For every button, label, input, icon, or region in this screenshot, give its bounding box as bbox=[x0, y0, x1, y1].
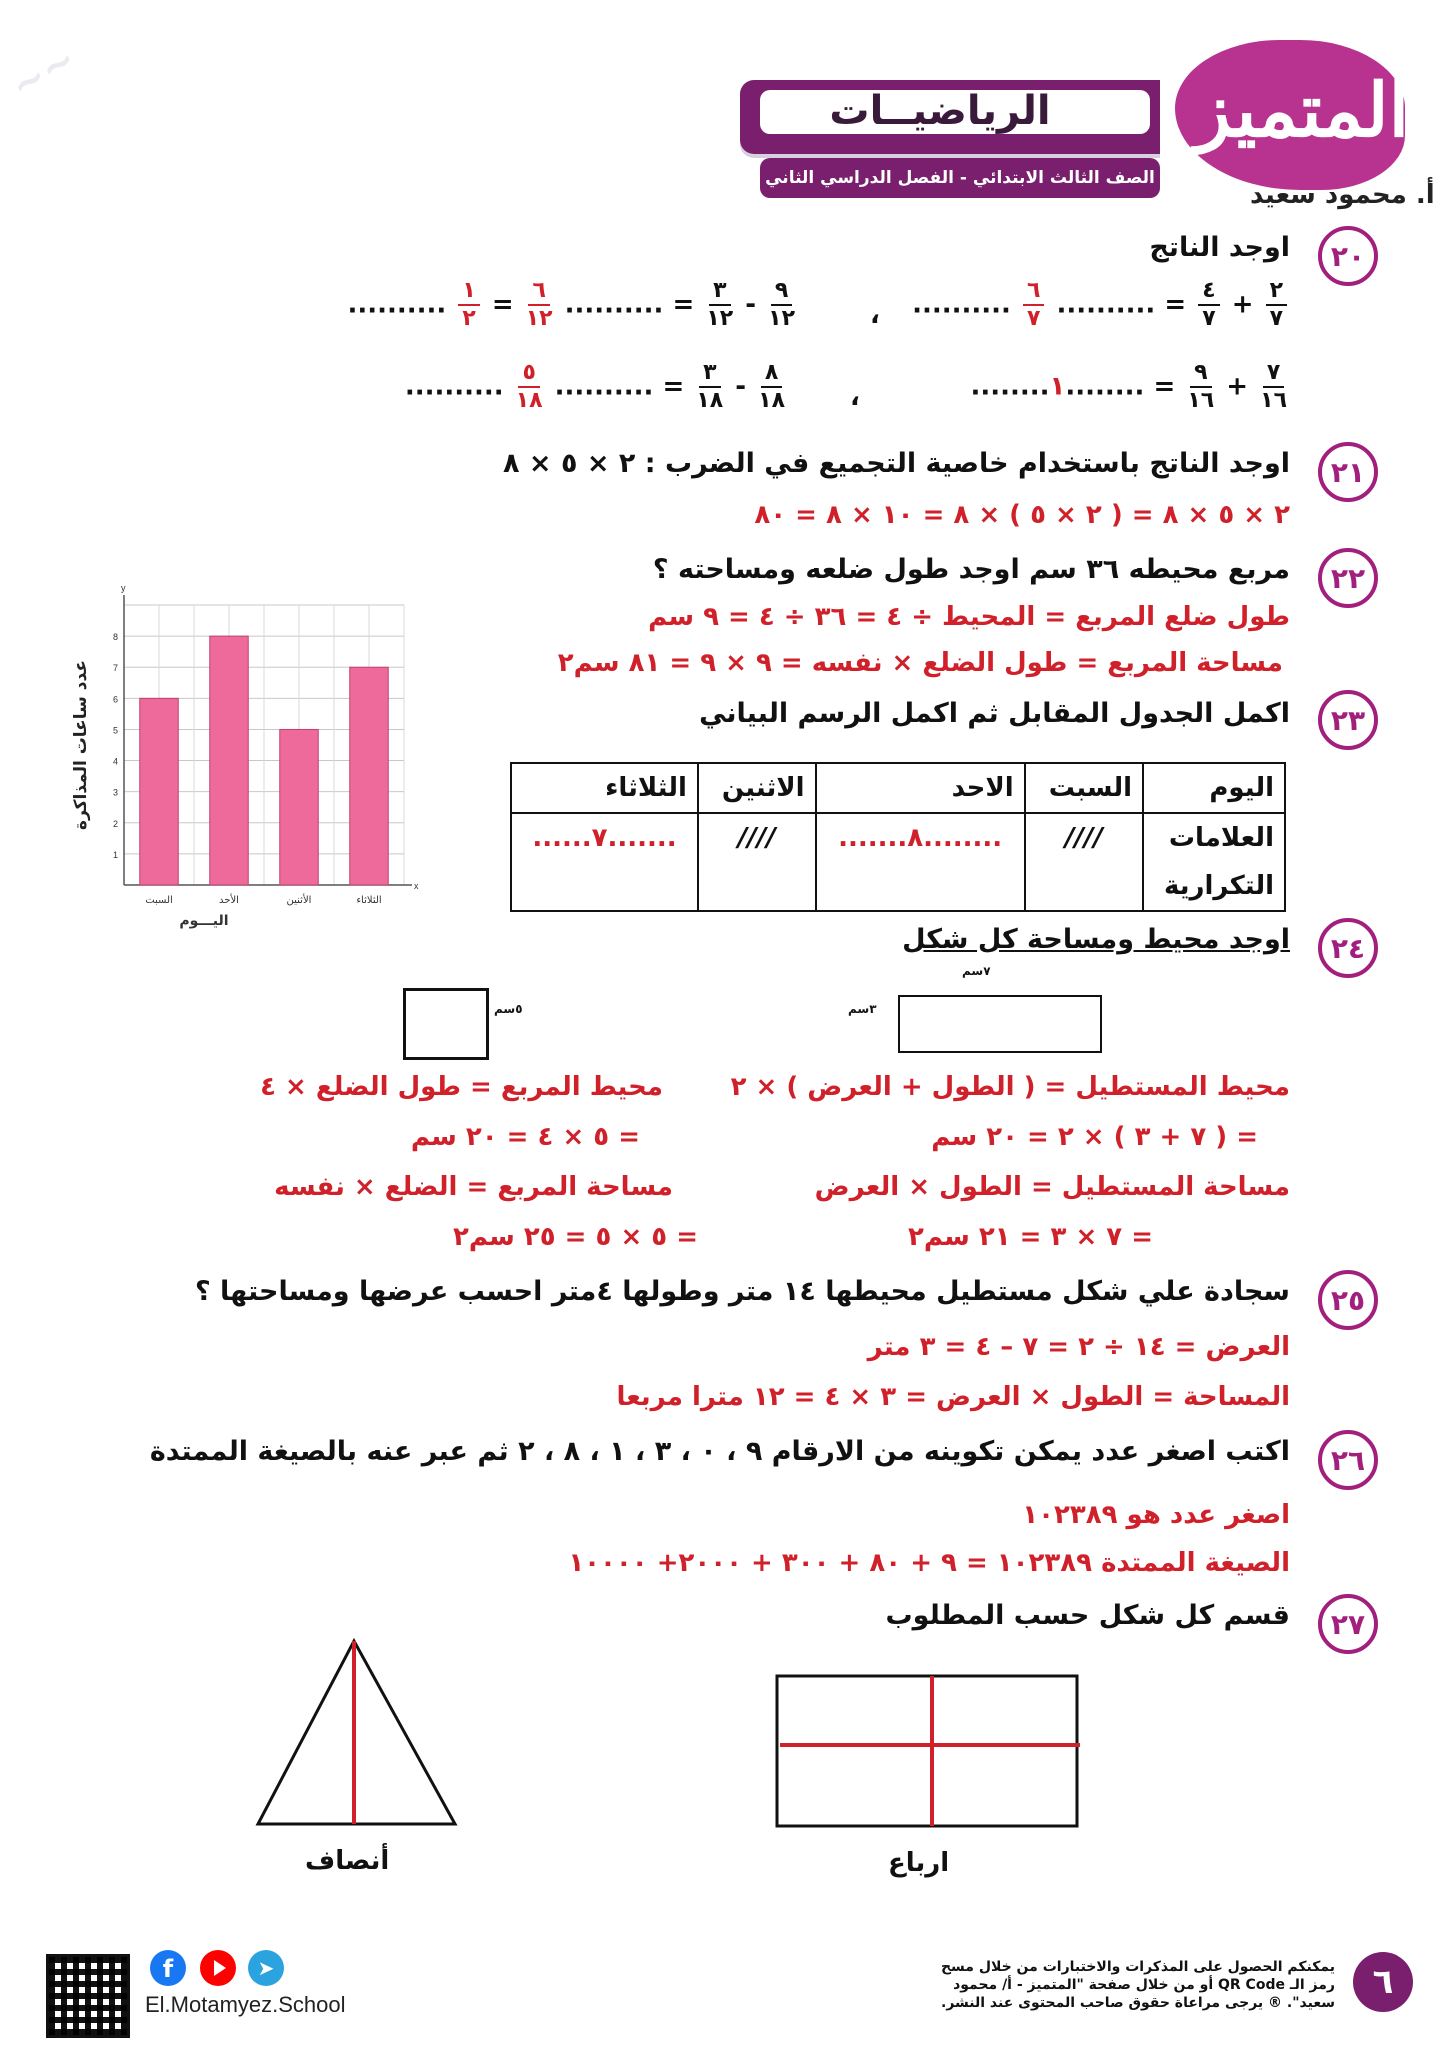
page-number: ٦ bbox=[1353, 1952, 1413, 2012]
q26-answer-2: الصيغة الممتدة ١٠٢٣٨٩ = ٩ + ٨٠ + ٣٠٠ + ٢٠٠٠+ ١٠٠٠٠ bbox=[568, 1548, 1290, 1578]
question-number-24: ٢٤ bbox=[1318, 918, 1378, 978]
quarters-label: ارباع bbox=[888, 1848, 950, 1878]
chart-x-tick: الأثنين bbox=[286, 895, 312, 906]
table-header-cell: السبت bbox=[1025, 763, 1143, 813]
q24-square-line: = ٥ × ٥ = ٢٥ سم٢ bbox=[452, 1222, 698, 1252]
chart-bar bbox=[210, 636, 249, 885]
chart-y-tick: 7 bbox=[112, 663, 118, 674]
table-cell-freq bbox=[816, 862, 1025, 911]
table-row-label: التكرارية bbox=[1143, 862, 1285, 911]
q22-answer-1: طول ضلع المربع = المحيط ÷ ٤ = ٣٦ ÷ ٤ = ٩ سم bbox=[648, 602, 1290, 632]
chart-y-label: عدد ساعات المذاكرة bbox=[71, 660, 91, 830]
telegram-icon[interactable]: ➤ bbox=[248, 1950, 284, 1986]
q20-row2-a: $\frac{٧}{١٦}$ + $\frac{٩}{١٦}$ = ........١........ bbox=[970, 360, 1287, 413]
brand-logo bbox=[1175, 40, 1410, 190]
rectangle-shape bbox=[898, 995, 1102, 1053]
chart-bar bbox=[140, 698, 179, 885]
chart-x-tick: الأحد bbox=[219, 895, 239, 906]
study-hours-bar-chart bbox=[60, 585, 420, 945]
table-header-cell: اليوم bbox=[1143, 763, 1285, 813]
footer-note: يمكنكم الحصول على المذكرات والاختبارات من خلال مسح رمز الـ QR Code أو من خلال صفحة "المتميز - أ/ محمود سعيد". ® يرجى مراعاة حقوق صاحب المحتوى عند النشر. bbox=[940, 1959, 1335, 2011]
question-number-22: ٢٢ bbox=[1318, 548, 1378, 608]
square-side-label: ٥سم bbox=[494, 1002, 523, 1016]
table-row-label: العلامات bbox=[1143, 813, 1285, 862]
q22-answer-2: مساحة المربع = طول الضلع × نفسه = ٩ × ٩ = ٨١ سم٢ bbox=[557, 648, 1283, 678]
q24-rect-line: = ( ٧ + ٣ ) × ٢ = ٢٠ سم bbox=[931, 1122, 1258, 1152]
square-shape bbox=[403, 988, 489, 1060]
q23-title: اكمل الجدول المقابل ثم اكمل الرسم البياني bbox=[699, 698, 1290, 729]
subject-title: الرياضيــات bbox=[829, 88, 1051, 134]
q25-title: سجادة علي شكل مستطيل محيطها ١٤ متر وطولها ٤متر احسب عرضها ومساحتها ؟ bbox=[194, 1276, 1290, 1307]
q20-row1-a: $\frac{٢}{٧}$ + $\frac{٤}{٧}$ = .......... $\frac{٦}{٧}$ .......... bbox=[912, 278, 1290, 332]
chart-x-axis-letter: x bbox=[414, 881, 419, 891]
q25-answer-2: المساحة = الطول × العرض = ٣ × ٤ = ١٢ مترا مربعا bbox=[616, 1382, 1290, 1412]
frequency-table bbox=[510, 762, 1286, 912]
q24-rect-line: = ٧ × ٣ = ٢١ سم٢ bbox=[907, 1222, 1153, 1252]
facebook-icon[interactable]: f bbox=[150, 1950, 186, 1986]
q20-row2-b: $\frac{٨}{١٨}$ - $\frac{٣}{١٨}$ = .......... $\frac{٥}{١٨}$ .......... bbox=[404, 360, 785, 413]
q24-square-line: محيط المربع = طول الضلع × ٤ bbox=[260, 1072, 663, 1102]
chart-y-tick: 5 bbox=[112, 725, 118, 736]
chart-y-tick: 2 bbox=[112, 818, 118, 829]
chart-y-tick: 4 bbox=[112, 756, 118, 767]
q26-title: اكتب اصغر عدد يمكن تكوينه من الارقام ٩ ، ٠ ، ٣ ، ١ ، ٨ ، ٢ ثم عبر عنه بالصيغة الممتدة bbox=[149, 1436, 1290, 1467]
q20-comma-2: ، bbox=[850, 382, 860, 412]
table-cell-marks: .......٧...... bbox=[511, 813, 698, 862]
q24-rect-line: مساحة المستطيل = الطول × العرض bbox=[814, 1172, 1290, 1202]
q24-title: اوجد محيط ومساحة كل شكل bbox=[902, 924, 1290, 955]
q27-title: قسم كل شكل حسب المطلوب bbox=[885, 1600, 1290, 1631]
q24-square-line: مساحة المربع = الضلع × نفسه bbox=[274, 1172, 673, 1202]
chart-y-tick: 3 bbox=[112, 787, 118, 798]
question-number-25: ٢٥ bbox=[1318, 1270, 1378, 1330]
question-number-26: ٢٦ bbox=[1318, 1430, 1378, 1490]
chart-bar bbox=[350, 667, 389, 885]
table-header-cell: الاحد bbox=[816, 763, 1025, 813]
grade-label: الصف الثالث الابتدائي - الفصل الدراسي الثاني bbox=[760, 158, 1160, 198]
chart-y-tick: 6 bbox=[112, 694, 118, 705]
table-header-cell: الاثنين bbox=[698, 763, 816, 813]
chart-y-tick: 1 bbox=[112, 849, 118, 860]
school-handle[interactable]: El.Motamyez.School bbox=[145, 1992, 346, 2017]
table-cell-freq bbox=[511, 862, 698, 911]
q24-square-line: = ٥ × ٤ = ٢٠ سم bbox=[410, 1122, 640, 1152]
rectangle-quarters-figure bbox=[770, 1670, 1090, 1850]
q22-title: مربع محيطه ٣٦ سم اوجد طول ضلعه ومساحته ؟ bbox=[652, 554, 1290, 585]
table-cell-marks: ........٨....... bbox=[816, 813, 1025, 862]
table-row bbox=[511, 862, 1285, 911]
chart-y-tick: 8 bbox=[112, 632, 118, 643]
q21-answer: ٢ × ٥ × ٨ = ( ٢ × ٥ ) × ٨ = ١٠ × ٨ = ٨٠ bbox=[754, 500, 1290, 530]
q25-answer-1: العرض = ١٤ ÷ ٢ = ٧ – ٤ = ٣ متر bbox=[867, 1332, 1290, 1362]
q20-row1-b: $\frac{٩}{١٢}$ - $\frac{٣}{١٢}$ = .......... $\frac{٦}{١٢}$ = $\frac{١}{٢}$ .......... bbox=[347, 278, 795, 331]
author-name: أ. محمود سعيد bbox=[1250, 180, 1435, 210]
question-number-20: ٢٠ bbox=[1318, 226, 1378, 286]
rect-width-label: ٣سم bbox=[848, 1002, 877, 1016]
q20-title: اوجد الناتج bbox=[1149, 232, 1290, 263]
halves-label: أنصاف bbox=[305, 1846, 390, 1876]
logo-text: المتميز bbox=[1195, 68, 1410, 154]
table-cell-marks: //// bbox=[1025, 813, 1143, 862]
qr-code[interactable] bbox=[46, 1954, 130, 2038]
triangle-halves-figure bbox=[250, 1636, 470, 1830]
table-cell-freq bbox=[698, 862, 816, 911]
question-number-21: ٢١ bbox=[1318, 442, 1378, 502]
youtube-icon[interactable] bbox=[200, 1950, 236, 1986]
q20-comma-1: ، bbox=[870, 300, 880, 330]
question-number-23: ٢٣ bbox=[1318, 690, 1378, 750]
q26-answer-1: اصغر عدد هو ١٠٢٣٨٩ bbox=[1022, 1500, 1290, 1530]
chart-x-tick: السبت bbox=[145, 895, 173, 906]
chart-x-label: اليـــوم bbox=[179, 913, 229, 929]
table-cell-marks: //// bbox=[698, 813, 816, 862]
chart-bar bbox=[280, 729, 319, 885]
table-header-row bbox=[511, 763, 1285, 813]
q24-rect-line: محيط المستطيل = ( الطول + العرض ) × ٢ bbox=[730, 1072, 1290, 1102]
chart-y-axis-letter: y bbox=[121, 585, 126, 593]
table-header-cell: الثلاثاء bbox=[511, 763, 698, 813]
question-number-27: ٢٧ bbox=[1318, 1594, 1378, 1654]
q21-title: اوجد الناتج باستخدام خاصية التجميع في الضرب : ٢ × ٥ × ٨ bbox=[503, 448, 1290, 479]
table-cell-freq bbox=[1025, 862, 1143, 911]
rect-length-label: ٧سم bbox=[962, 964, 991, 978]
table-row bbox=[511, 813, 1285, 862]
chart-x-tick: الثلاثاء bbox=[356, 895, 382, 906]
